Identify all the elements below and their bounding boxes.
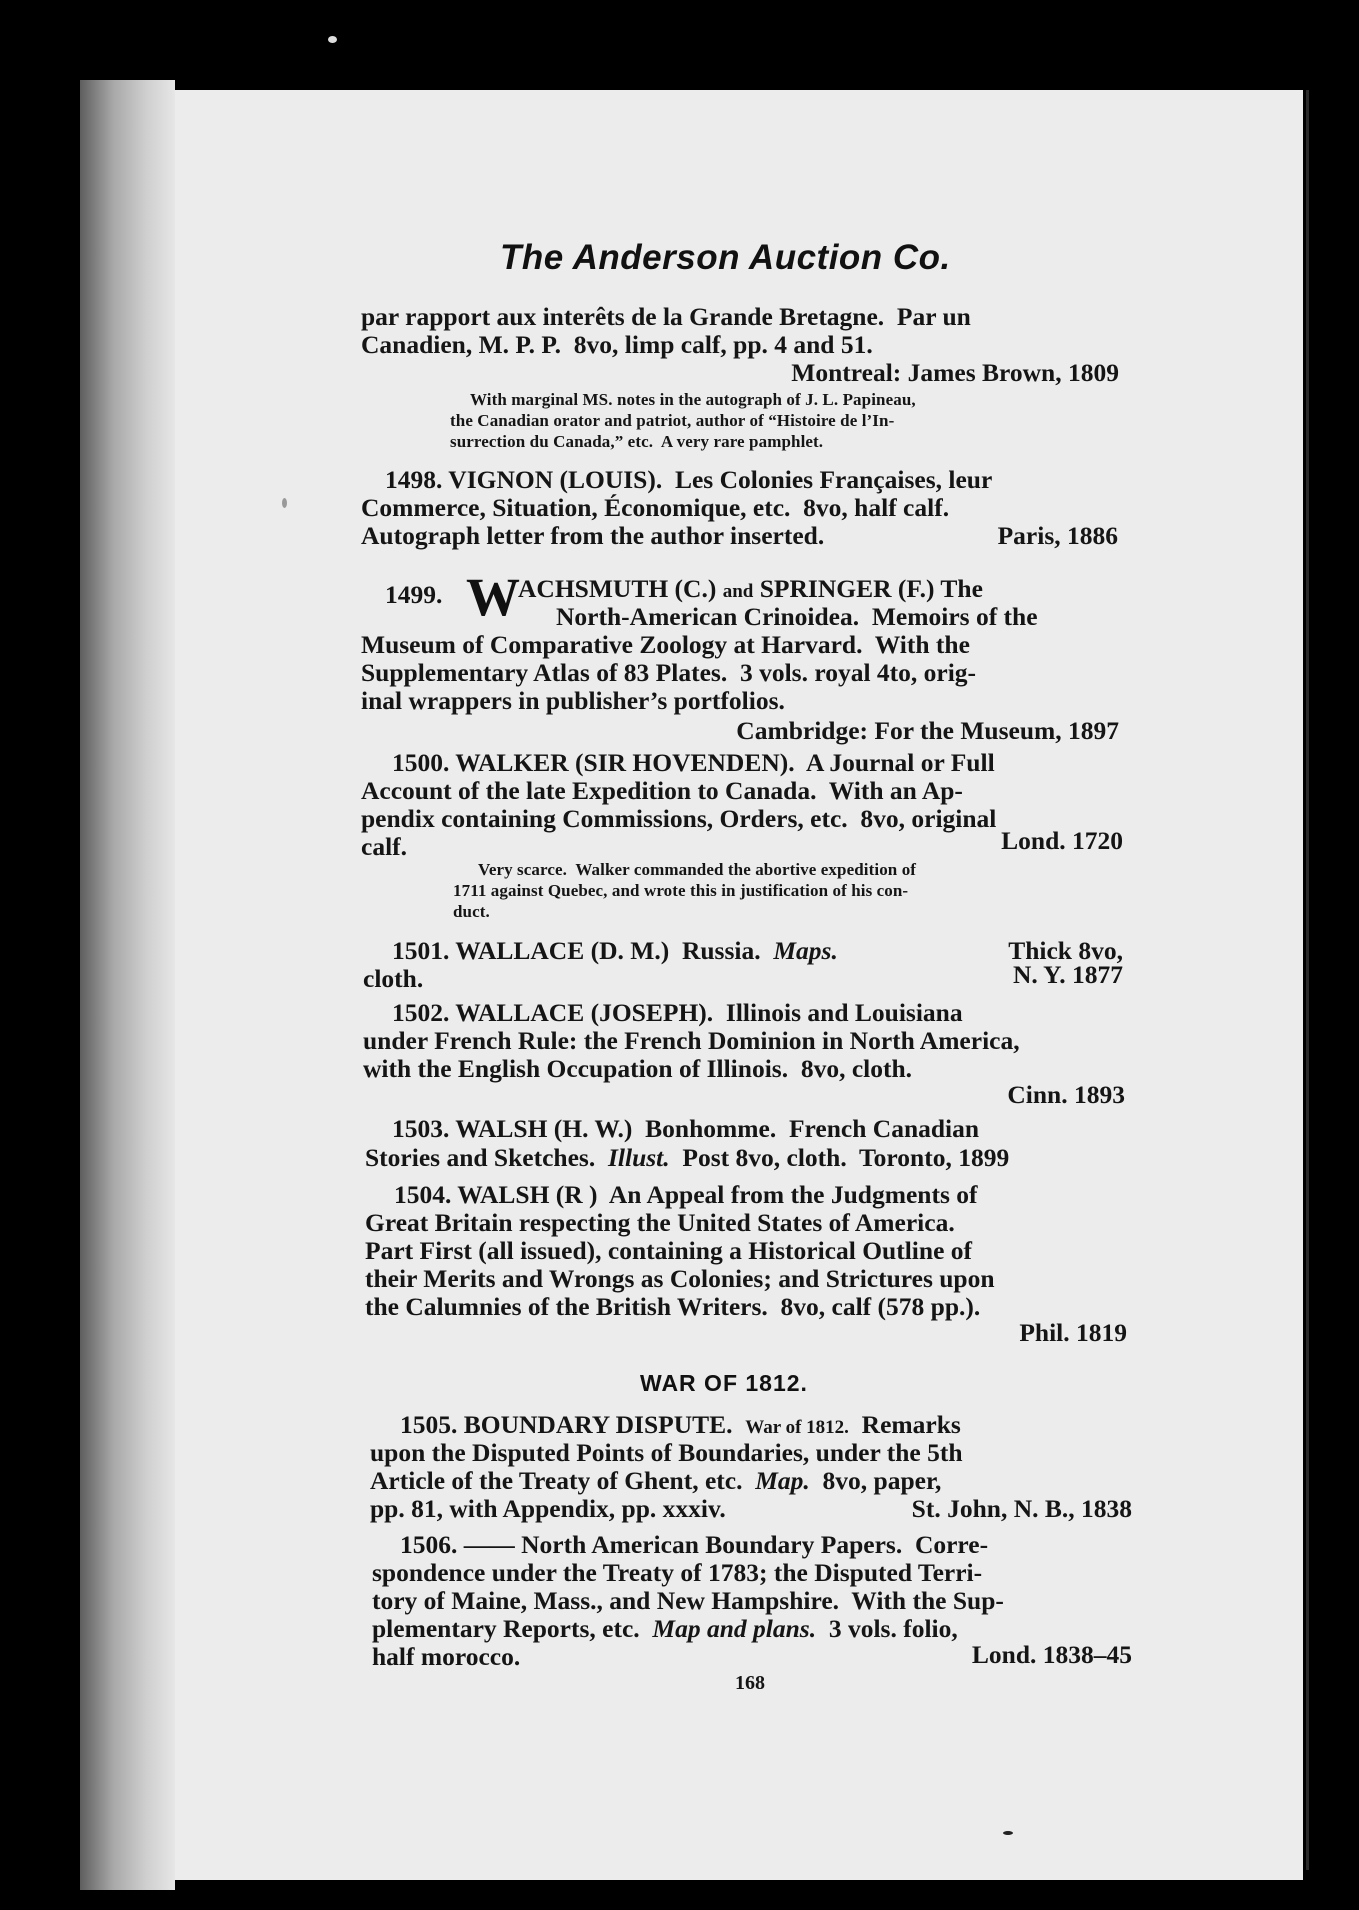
entry-text-line: half morocco. [372,1642,521,1671]
entry-text-line: tory of Maine, Mass., and New Hampshire. With the Sup- [372,1586,1004,1615]
page-edge-line [1306,90,1309,1870]
entry-imprint: Lond. 1720 [1001,826,1123,855]
entry-author: SPRINGER (F.) The [759,574,983,603]
entry-note-line: Very scarce. Walker commanded the abortive expedition of [478,860,917,879]
entry-imprint: N. Y. 1877 [1012,960,1123,989]
drop-capital: W [466,567,520,627]
page-number: 168 [735,1672,765,1694]
entry-text-line [518,574,983,604]
entry-text: Article of the Treaty of Ghent, etc. [370,1466,743,1495]
entry-imprint: Lond. 1838–45 [971,1640,1132,1669]
entry-text-line: upon the Disputed Points of Boundaries, under the 5th [370,1438,963,1467]
entry-text: 1505. BOUNDARY DISPUTE. [400,1410,733,1439]
entry-text-line: Supplementary Atlas of 83 Plates. 3 vols. royal 4to, orig- [361,658,977,687]
entry-text-line: Museum of Comparative Zoology at Harvard. With the [361,630,970,659]
entry-text-italic: Illust. [607,1143,670,1172]
entry-author: ACHSMUTH (C.) [518,574,717,603]
entry-text-line: Commerce, Situation, Économique, etc. 8vo, half calf. [361,493,950,522]
entry-text-line: under French Rule: the French Dominion in North America, [363,1026,1020,1055]
entry-text-italic: Map and plans. [652,1614,817,1643]
entry-text-line [370,1466,941,1496]
entry-text-line: pp. 81, with Appendix, pp. xxxiv. [370,1494,726,1523]
book-gutter-shadow [80,80,175,1890]
entry-text-line: the Calumnies of the British Writers. 8vo, calf (578 pp.). [365,1292,981,1321]
entry-text: 8vo, paper, [822,1466,942,1495]
entry-text-line: 1504. WALSH (R ) An Appeal from the Judgments of [394,1180,978,1209]
entry-text-line: Part First (all issued), containing a Historical Outline of [365,1236,973,1265]
entry-note-line: the Canadian orator and patriot, author of “Histoire de l’In- [450,411,895,430]
scan-speck [282,498,287,508]
entry-text-line [400,1410,961,1440]
entry-text-line: Great Britain respecting the United States of America. [365,1208,955,1237]
entry-conjunction: and [722,581,754,602]
entry-text-line: with the English Occupation of Illinois. 8vo, cloth. [363,1054,913,1083]
entry-text-line: par rapport aux interêts de la Grande Bretagne. Par un [361,302,971,331]
entry-imprint: St. John, N. B., 1838 [911,1494,1132,1523]
entry-text-line: 1506. —— North American Boundary Papers. Corre- [400,1530,989,1559]
entry-text-italic: Map. [755,1466,810,1495]
entry-text: Stories and Sketches. [365,1143,596,1172]
entry-text-line: Autograph letter from the author inserted. [361,521,825,550]
running-header: The Anderson Auction Co. [500,238,951,277]
entry-text-line: pendix containing Commissions, Orders, etc. 8vo, original [361,804,997,833]
entry-format: Thick 8vo, [1008,936,1123,965]
entry-text-line: cloth. [363,964,424,993]
entry-text-line [392,936,838,966]
scan-speck [1003,1831,1013,1835]
entry-note-line: surrection du Canada,” etc. A very rare pamphlet. [450,432,824,451]
entry-imprint: Paris, 1886 [997,521,1118,550]
entry-text-smallcaps: War of 1812. [745,1417,849,1438]
entry-text-line: 1498. VIGNON (LOUIS). Les Colonies Françaises, leur [385,465,993,494]
entry-number: 1499. [385,580,443,609]
entry-text-line: 1502. WALLACE (JOSEPH). Illinois and Louisiana [392,998,963,1027]
entry-text: plementary Reports, etc. [372,1614,640,1643]
entry-note-line: 1711 against Quebec, and wrote this in justification of his con- [453,881,909,900]
entry-text-line: calf. [361,832,408,861]
entry-text-line: 1500. WALKER (SIR HOVENDEN). A Journal or Full [392,748,995,777]
entry-imprint: Cinn. 1893 [1007,1080,1125,1109]
entry-text-line [372,1614,958,1644]
entry-text-line: their Merits and Wrongs as Colonies; and Strictures upon [365,1264,995,1293]
right-dark-edge [1303,80,1359,1910]
entry-text-line: inal wrappers in publisher’s portfolios. [361,686,785,715]
entry-text-line: Account of the late Expedition to Canada. With an Ap- [361,776,963,805]
entry-text-line: North-American Crinoidea. Memoirs of the [556,602,1038,631]
entry-note-line: duct. [453,902,490,921]
entry-text-line [365,1143,1009,1173]
entry-text: 3 vols. folio, [828,1614,958,1643]
entry-text: 1501. WALLACE (D. M.) Russia. [392,936,761,965]
entry-text-italic: Maps. [773,936,838,965]
entry-note-line: With marginal MS. notes in the autograph of J. L. Papineau, [470,390,916,409]
entry-text-line: spondence under the Treaty of 1783; the Disputed Terri- [372,1558,983,1587]
entry-imprint: Cambridge: For the Museum, 1897 [736,716,1119,745]
entry-text: Remarks [861,1410,961,1439]
entry-text: Post 8vo, cloth. Toronto, 1899 [682,1143,1010,1172]
section-heading: WAR OF 1812. [640,1370,808,1396]
entry-imprint: Phil. 1819 [1019,1318,1127,1347]
entry-imprint: Montreal: James Brown, 1809 [791,358,1119,387]
scan-speck [328,36,337,43]
entry-text-line: Canadien, M. P. P. 8vo, limp calf, pp. 4 and 51. [361,330,873,359]
entry-text-line: 1503. WALSH (H. W.) Bonhomme. French Canadian [392,1114,980,1143]
